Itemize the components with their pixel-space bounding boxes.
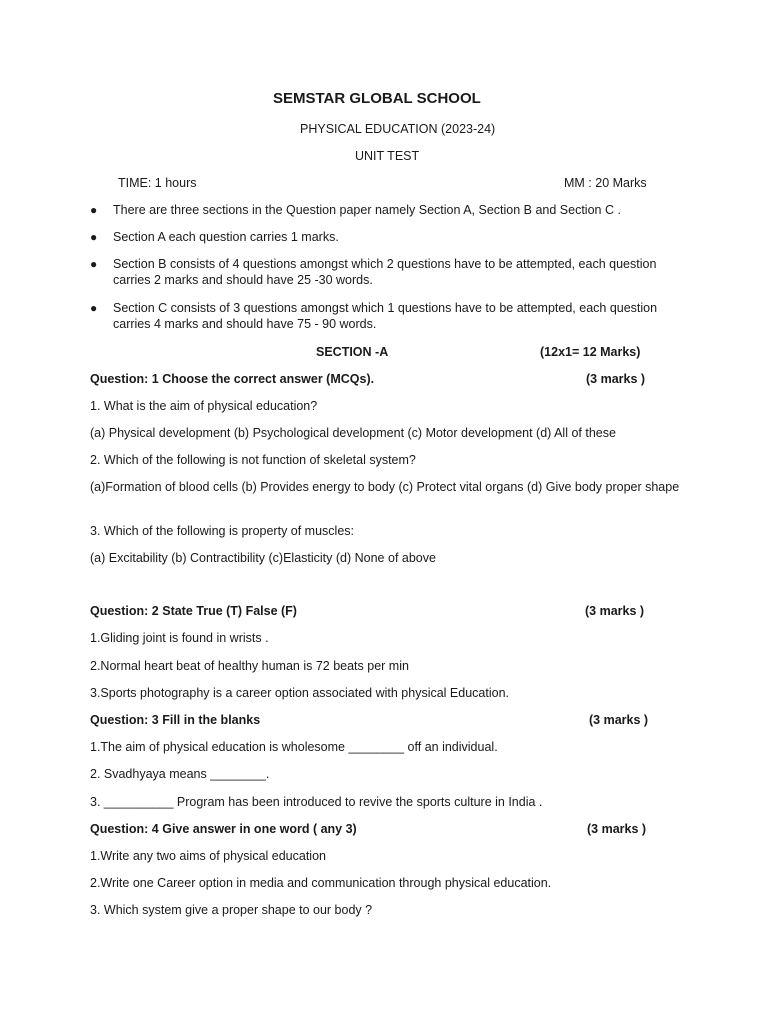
q1-item: 2. Which of the following is not function of skeletal system? [90,453,416,467]
q2-item: 1.Gliding joint is found in wrists . [90,631,269,645]
q3-item: 3. __________ Program has been introduced to revive the sports culture in India . [90,795,543,809]
section-a-title: SECTION -A [316,345,389,359]
max-marks: MM : 20 Marks [564,176,647,190]
exam-time: TIME: 1 hours [118,176,197,190]
bullet-icon: ● [90,203,98,217]
subject-title: PHYSICAL EDUCATION (2023-24) [300,122,496,136]
school-name: SEMSTAR GLOBAL SCHOOL [273,90,481,107]
q1-marks: (3 marks ) [586,372,646,386]
q4-item: 2.Write one Career option in media and communication through physical education. [90,876,552,890]
q1-item: 3. Which of the following is property of muscles: [90,524,355,538]
document-page: SEMSTAR GLOBAL SCHOOL PHYSICAL EDUCATION (2023-24) UNIT TEST TIME: 1 hours MM : 20 Marks ● There are three sections in the Question paper namely Section A, Section B and Section C . ● Section A each question carries 1 marks. ● Section B consists of 4 questions amongst which 2 questions have to be attempted, each question carries 2 marks and should have 25 -30 words. ● Section C consists of 3 questions amongst which 1 questions have to be attempted, each question carries 4 marks and should have 75 - 90 words. SECTION -A (12x1= 12 Marks) Question: 1 Choose the correct answer (MCQs). (3 marks ) 1. What is the aim of physical education? (a) Physical development (b) Psychological development (c) Motor development (d) All of these 2. Which of the following is not function of skeletal system? (a)Formation of blood cells (b) Provides energy to body (c) Protect vital organs (d) Give body proper shape 3. Which of the following is property of muscles: (a) Excitability (b) Contractibility (c)Elasticity (d) None of above Question: 2 State True (T) False (F) (3 marks ) 1.Gliding joint is found in wrists . 2.Normal heart beat of healthy human is 72 beats per min 3.Sports photography is a career option associated with physical Education. Question: 3 Fill in the blanks (3 marks ) 1.The aim of physical education is wholesome ________ off an individual. 2. Svadhyaya means ________. 3. __________ Program has been introduced to revive the sports culture in India . Question: 4 Give answer in one word ( any 3) (3 marks ) 1.Write any two aims of physical education 2.Write one Career option in media and communication through physical education. 3. Which system give a proper shape to our body ? [0,0,768,1024]
q2-item: 3.Sports photography is a career option associated with physical Education. [90,686,509,700]
q4-heading: Question: 4 Give answer in one word ( any 3) [90,822,357,836]
q3-item: 2. Svadhyaya means ________. [90,767,270,781]
q2-marks: (3 marks ) [585,604,645,618]
bullet-icon: ● [90,257,98,271]
section-a-marks: (12x1= 12 Marks) [540,345,641,359]
q4-item: 1.Write any two aims of physical education [90,849,326,863]
q3-item: 1.The aim of physical education is wholesome ________ off an individual. [90,740,498,754]
q1-item: (a) Physical development (b) Psychological development (c) Motor development (d) All of these [90,426,616,440]
bullet-icon: ● [90,301,98,315]
q2-item: 2.Normal heart beat of healthy human is 72 beats per min [90,659,409,673]
q1-item: (a) Excitability (b) Contractibility (c)Elasticity (d) None of above [90,551,436,565]
q1-item: (a)Formation of blood cells (b) Provides energy to body (c) Protect vital organs (d) Give body proper shape [90,480,680,494]
q3-marks: (3 marks ) [589,713,649,727]
q1-heading: Question: 1 Choose the correct answer (MCQs). [90,372,375,386]
q3-heading: Question: 3 Fill in the blanks [90,713,261,727]
bullet-icon: ● [90,230,98,244]
q2-heading: Question: 2 State True (T) False (F) [90,604,297,618]
exam-title: UNIT TEST [355,149,420,163]
q4-item: 3. Which system give a proper shape to our body ? [90,903,373,917]
q4-marks: (3 marks ) [587,822,647,836]
q1-item: 1. What is the aim of physical education? [90,399,318,413]
